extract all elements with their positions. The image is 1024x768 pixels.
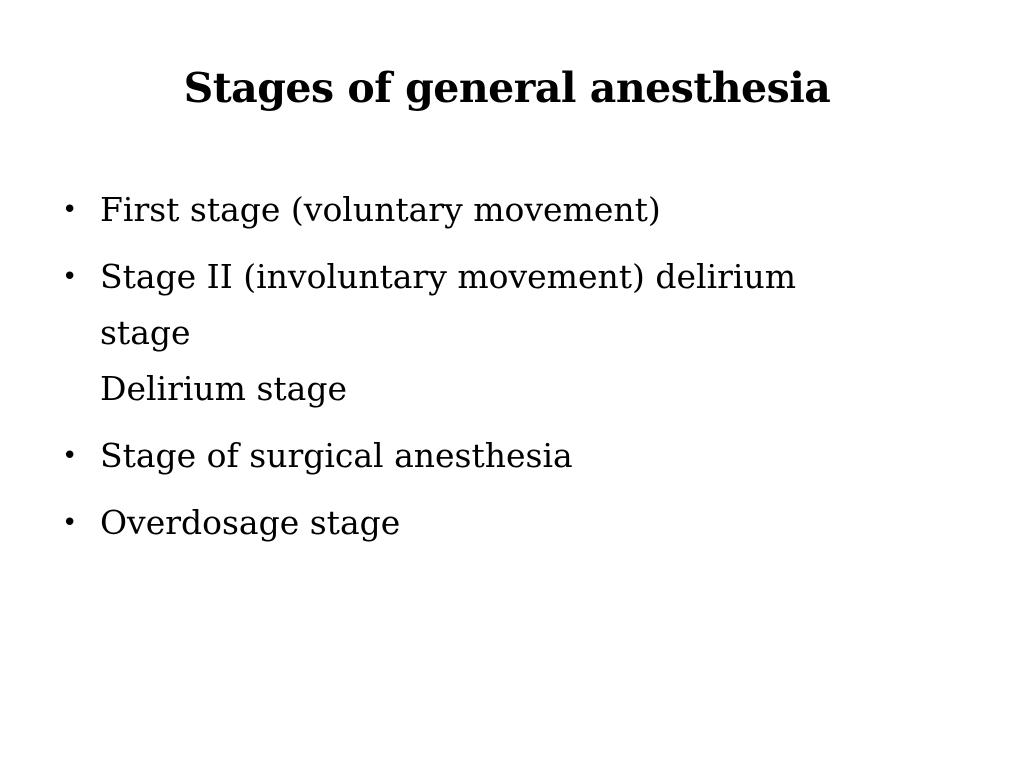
bullet-dot-icon: • <box>62 441 78 471</box>
bullet-item-overdosage <box>62 495 962 551</box>
bullet-item-stage-ii <box>62 249 962 417</box>
bullet-dot-icon: • <box>62 508 78 538</box>
bullet-text: Stage of surgical anesthesia <box>100 436 573 475</box>
bullet-text: Overdosage stage <box>100 503 401 542</box>
bullet-list <box>62 182 962 562</box>
slide-title: Stages of general anesthesia <box>183 64 831 112</box>
bullet-dot-icon: • <box>62 262 78 292</box>
bullet-item-first-stage <box>62 182 962 238</box>
bullet-dot-icon: • <box>62 195 78 225</box>
bullet-text: First stage (voluntary movement) <box>100 190 661 229</box>
bullet-item-surgical-anesthesia <box>62 428 962 484</box>
bullet-text-continuation: stage <box>100 313 191 352</box>
bullet-text: Stage II (involuntary movement) delirium <box>100 257 797 296</box>
bullet-subline: Delirium stage <box>100 369 347 408</box>
